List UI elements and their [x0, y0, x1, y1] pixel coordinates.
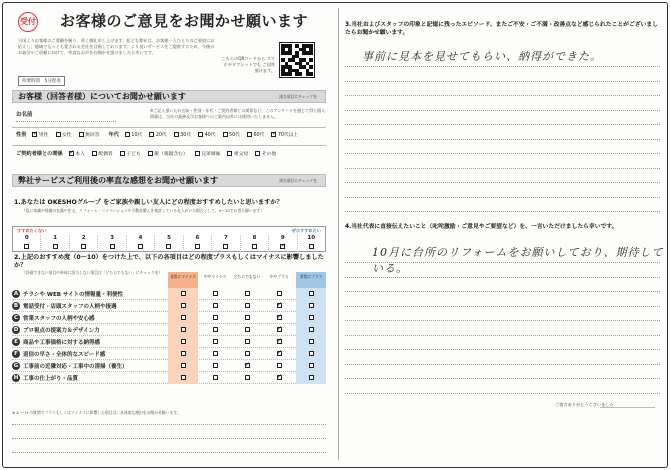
received-stamp: 受付 — [18, 12, 38, 32]
option-label: 親（義親含む） — [154, 152, 188, 157]
page-divider — [338, 8, 339, 460]
rating-cell — [200, 288, 230, 300]
rating-row-label — [12, 374, 78, 382]
scale-value: 6 — [195, 235, 200, 241]
rating-cell — [200, 372, 230, 384]
checkbox[interactable] — [309, 244, 314, 249]
checkbox[interactable] — [120, 151, 125, 156]
checkbox[interactable] — [309, 363, 314, 368]
scale-value: 5 — [167, 235, 171, 241]
section2-title: 弊社サービスご利用後の率直な感想をお聞かせ願います — [18, 176, 218, 185]
rating-column-header: どちらでもない — [233, 274, 261, 279]
privacy-note: ※ご記入頂いたお名前・性別・年代・ご契約者様との関係など、このアンケートを通じて得た個人情報は、当社の業務及びお客様へのご案内以外には使用いたしません。 — [150, 108, 326, 119]
rating-cell — [232, 336, 262, 348]
checkbox[interactable] — [277, 375, 282, 380]
rating-row-label — [12, 338, 100, 346]
gender-options — [32, 131, 106, 138]
option-label: 20代 — [155, 133, 167, 138]
gender-option[interactable] — [32, 131, 48, 138]
rating-cell — [200, 324, 230, 336]
row-text: 営業スタッフの人柄や安心感 — [23, 316, 95, 322]
question-4: 4.当社代表に直接伝えたいこと（叱咤激励・ご意見やご要望など）を、一言いただけましたら幸いです。 — [345, 224, 618, 230]
checkbox[interactable] — [277, 303, 282, 308]
rating-cell — [296, 336, 326, 348]
checkbox[interactable] — [245, 339, 250, 344]
relation-options — [69, 150, 284, 157]
checkbox[interactable] — [309, 339, 314, 344]
checkbox[interactable] — [166, 244, 171, 249]
relation-label: ご契約者様との関係 — [16, 151, 63, 157]
row-badge: B — [13, 303, 19, 309]
scale-option[interactable] — [69, 235, 97, 252]
scale-option[interactable] — [183, 235, 211, 252]
thanks-text: ご協力ありがとうございました — [555, 402, 614, 407]
row-text: プロ視点の提案力＆デザイン力 — [23, 328, 100, 334]
option-label: 男性 — [38, 133, 49, 138]
option-label: 70代以上 — [277, 133, 299, 138]
scale-option[interactable] — [40, 235, 68, 252]
age-option[interactable] — [174, 131, 191, 138]
answer-line[interactable] — [345, 320, 660, 321]
scale-value: 0 — [24, 235, 29, 241]
checkbox[interactable] — [227, 151, 232, 156]
rating-cell — [264, 336, 294, 348]
checkbox[interactable] — [245, 351, 250, 356]
age-option[interactable] — [271, 131, 298, 138]
checkbox[interactable] — [245, 363, 250, 368]
checkbox[interactable] — [92, 151, 97, 156]
scale-value: 9 — [280, 235, 285, 241]
rating-cell — [200, 336, 230, 348]
answer-line[interactable] — [345, 277, 660, 278]
rating-cell — [296, 288, 326, 300]
option-label: 無回答 — [85, 133, 100, 138]
checkbox[interactable] — [213, 351, 218, 356]
rating-column-header: ややプラス — [269, 274, 289, 279]
rating-cell — [296, 360, 326, 372]
rating-cell — [232, 300, 262, 312]
rating-cell — [264, 288, 294, 300]
checkbox[interactable] — [138, 244, 143, 249]
relation-option[interactable] — [69, 150, 85, 157]
checkbox[interactable] — [79, 132, 84, 137]
section1-title: お客様（回答者様）についてお聞かせ願います — [18, 92, 186, 101]
checkbox[interactable] — [277, 363, 282, 368]
option-label: 女性 — [62, 133, 72, 138]
option-label: 配偶者 — [98, 152, 113, 157]
answer-line[interactable] — [345, 306, 660, 307]
scale-option[interactable] — [211, 235, 239, 252]
checkbox[interactable] — [174, 132, 179, 137]
reason-line[interactable] — [12, 424, 326, 425]
checkbox[interactable] — [245, 327, 250, 332]
rating-column-header: 非常にプラス — [296, 272, 326, 288]
age-option[interactable] — [247, 131, 264, 138]
rating-cell — [264, 348, 294, 360]
question-1: 1.あなたは OKESHOグループ をご家族や親しい友人にどの程度おすすめしたいと思いますか？ — [14, 199, 283, 206]
checkbox[interactable] — [181, 327, 186, 332]
rating-cell — [296, 300, 326, 312]
age-options — [125, 131, 305, 138]
rating-cell — [200, 312, 230, 324]
scale-value: 8 — [252, 235, 257, 241]
rating-row-label — [12, 302, 117, 310]
row-text: チラシや WEB サイトの情報量・利便性 — [23, 292, 123, 298]
checkbox[interactable] — [309, 351, 314, 356]
checkbox[interactable] — [213, 363, 218, 368]
checkbox[interactable] — [69, 151, 74, 156]
row-text: 工事前の近隣対応・工事中の清掃（養生） — [23, 364, 128, 370]
recommend-scale — [12, 226, 326, 252]
answer-line[interactable] — [345, 139, 660, 140]
rating-cell — [168, 336, 198, 348]
checkbox[interactable] — [125, 132, 130, 137]
question-3: 3.当社およびスタッフの印象と記憶に残ったエピソード、またご不安・ご不満・改善点など感じられたことがございましたらお聞かせ願います。 — [345, 22, 658, 36]
checkbox[interactable] — [195, 151, 200, 156]
answer-line[interactable] — [345, 182, 660, 183]
duration-label: 所要時間 5分程度 — [18, 76, 65, 86]
age-option[interactable] — [149, 131, 166, 138]
answer-line[interactable] — [345, 349, 660, 350]
rating-row — [12, 324, 326, 336]
checkbox[interactable] — [181, 315, 186, 320]
checkbox[interactable] — [245, 291, 250, 296]
scale-option[interactable] — [126, 235, 154, 252]
checkbox[interactable] — [245, 375, 250, 380]
checkbox[interactable] — [53, 244, 58, 249]
rating-row-label — [12, 362, 128, 370]
checkbox[interactable] — [223, 244, 228, 249]
answer-line[interactable] — [345, 211, 660, 212]
age-label: 年代 — [108, 132, 119, 138]
rating-row-label — [12, 290, 123, 298]
checkbox[interactable] — [213, 327, 218, 332]
rating-cell — [264, 360, 294, 372]
relation-option[interactable] — [227, 150, 248, 157]
row-badge: F — [12, 350, 20, 358]
checkbox[interactable] — [277, 315, 282, 320]
rating-cell — [168, 324, 198, 336]
relation-option[interactable] — [195, 150, 221, 157]
option-label: 40代 — [204, 133, 216, 138]
checkbox[interactable] — [213, 315, 218, 320]
checkbox[interactable] — [309, 291, 314, 296]
scale-value: 7 — [223, 235, 228, 241]
answer-line[interactable] — [345, 364, 660, 365]
row-badge: A — [13, 291, 19, 297]
checkbox[interactable] — [223, 132, 228, 137]
option-label: 兄弟姉妹 — [201, 152, 221, 157]
checkbox[interactable] — [24, 244, 29, 249]
checkbox[interactable] — [309, 327, 314, 332]
checkbox[interactable] — [252, 244, 257, 249]
checkbox[interactable] — [277, 351, 282, 356]
section1-note: 該当項目にチェックを — [279, 94, 317, 99]
rating-column-header: 非常にマイナス — [168, 272, 198, 288]
scale-right-label: ぜひすすめたい — [291, 228, 321, 233]
relation-row — [16, 150, 283, 157]
relation-option[interactable] — [92, 150, 113, 157]
rating-cell — [168, 288, 198, 300]
rating-row-label — [12, 326, 100, 334]
row-text: 返信の早さ・全体的なスピード感 — [23, 352, 106, 358]
checkbox[interactable] — [245, 303, 250, 308]
checkbox[interactable] — [255, 151, 260, 156]
age-option[interactable] — [125, 131, 142, 138]
scale-options — [13, 235, 325, 252]
checkbox[interactable] — [32, 132, 37, 137]
scale-option[interactable] — [13, 235, 40, 252]
gender-option[interactable] — [79, 131, 100, 138]
age-option[interactable] — [223, 131, 240, 138]
name-label: お名前 — [16, 112, 33, 118]
checkbox[interactable] — [309, 375, 314, 380]
answer-line[interactable] — [345, 168, 660, 169]
checkbox[interactable] — [280, 244, 285, 249]
row-badge: G — [13, 363, 19, 369]
answer-line[interactable] — [345, 110, 660, 111]
answer-3-text: 事前に見本を見せてもらい、納得ができた。 — [362, 50, 602, 63]
relation-option[interactable] — [120, 150, 141, 157]
checkbox[interactable] — [148, 151, 153, 156]
row-text: 電話受付・店頭スタッフの人柄や接遇 — [23, 304, 117, 310]
checkbox[interactable] — [110, 244, 115, 249]
gender-row — [16, 131, 305, 138]
checkbox[interactable] — [181, 351, 186, 356]
gender-label: 性別 — [16, 132, 27, 138]
divider-line — [12, 127, 326, 128]
question-1-sub: （仮に知識や経験の在籍や住宅、リフォーム・リノベーションや不動産購入を検討している友人がいた場合として、0～10でお答え願います） — [22, 208, 264, 213]
rating-cell — [232, 288, 262, 300]
scale-option[interactable] — [97, 235, 125, 252]
intro-text: 日頃よりお客様のご愛顧を賜り、厚く御礼申し上げます。私ども弊社は、お客様一人ひとりのご要望にお応えし、地域でもっとも愛される会社を目指しております。より良いサービスをご提供するため、今後のお取引やご依頼に向けて、率直なお声をお聞かせ頂けましたら幸いです。 — [18, 38, 215, 56]
rating-cell — [232, 324, 262, 336]
checkbox[interactable] — [81, 244, 86, 249]
checkbox[interactable] — [245, 315, 250, 320]
rating-footnote: ※ A ～ H の質問でプラスもしくはマイナスに影響した項目は、具体的な理由をお聞かせ願います。 — [12, 410, 181, 415]
checkbox[interactable] — [198, 132, 203, 137]
age-option[interactable] — [198, 131, 215, 138]
rating-cell — [296, 324, 326, 336]
rating-row — [12, 336, 326, 348]
row-text: 商品や工事価格に対する納得感 — [23, 340, 101, 346]
scale-value: 4 — [138, 235, 143, 241]
rating-row — [12, 372, 326, 384]
rating-cell — [296, 348, 326, 360]
qr-instruction: こちらのQRコードから スマホやタブレットでも ご回答頂けます。 — [221, 56, 275, 73]
checkbox[interactable] — [213, 303, 218, 308]
rating-cell — [200, 348, 230, 360]
checkbox[interactable] — [247, 132, 252, 137]
rating-cell — [232, 360, 262, 372]
rating-cell — [200, 300, 230, 312]
answer-line[interactable] — [345, 66, 660, 67]
question-2-sub: （評価できない項目や単純に該当しない項目は「どちらでもない」にチェックを） — [22, 270, 163, 275]
checkbox[interactable] — [213, 375, 218, 380]
checkbox[interactable] — [181, 339, 186, 344]
rating-table — [12, 272, 326, 384]
row-text: 工事の仕上がり・品質 — [23, 376, 79, 382]
scale-value: 3 — [110, 235, 114, 241]
rating-cell — [232, 348, 262, 360]
reason-line[interactable] — [12, 438, 326, 439]
rating-cell — [168, 300, 198, 312]
rating-cell — [168, 360, 198, 372]
option-label: 60代 — [253, 133, 265, 138]
checkbox[interactable] — [181, 375, 186, 380]
rating-cell — [264, 312, 294, 324]
rating-row — [12, 300, 326, 312]
rating-cell — [264, 324, 294, 336]
rating-cell — [296, 372, 326, 384]
sign-line — [600, 407, 655, 408]
answer-line[interactable] — [345, 95, 660, 96]
checkbox[interactable] — [181, 291, 186, 296]
rating-cell — [168, 312, 198, 324]
rating-row — [12, 312, 326, 324]
option-label: 祖父母 — [233, 152, 249, 157]
checkbox[interactable] — [309, 303, 314, 308]
option-label: 30代 — [180, 133, 192, 138]
option-label: 10代 — [131, 133, 143, 138]
question-2: 2.上記のおすすめ度（0～10）をつけた上で、以下の各項目はどの程度プラスもしくはマイナスに影響しましたか？ — [14, 254, 324, 269]
scale-option[interactable] — [154, 235, 182, 252]
section2-header — [12, 174, 326, 187]
row-badge: E — [12, 338, 20, 346]
rating-row — [12, 348, 326, 360]
page-title: お客様のご意見をお聞かせ願います — [60, 12, 309, 30]
rating-column-header: ややマイナス — [203, 274, 227, 279]
row-badge: D — [13, 327, 19, 333]
rating-rows — [12, 288, 326, 384]
row-badge: H — [13, 375, 19, 381]
answer-4-text: 10月に台所のリフォームをお願いしており、期待している。 — [372, 246, 664, 275]
checkbox[interactable] — [213, 291, 218, 296]
checkbox[interactable] — [213, 339, 218, 344]
checkbox[interactable] — [181, 303, 186, 308]
row-badge: C — [13, 315, 19, 321]
relation-option[interactable] — [255, 150, 276, 157]
name-field[interactable] — [16, 121, 116, 122]
rating-cell — [200, 360, 230, 372]
checkbox[interactable] — [277, 291, 282, 296]
option-label: その他 — [261, 152, 277, 157]
rating-cell — [232, 372, 262, 384]
option-label: 子ども — [126, 152, 141, 157]
scale-value: 1 — [53, 235, 58, 241]
option-label: 50代 — [229, 133, 240, 138]
answer-line[interactable] — [345, 197, 660, 198]
answer-line[interactable] — [345, 335, 660, 336]
rating-cell — [168, 372, 198, 384]
rating-row — [12, 288, 326, 300]
relation-option[interactable] — [148, 150, 188, 157]
checkbox[interactable] — [271, 132, 276, 137]
scale-left-label: すすめたくない — [17, 228, 47, 233]
checkbox[interactable] — [149, 132, 154, 137]
checkbox[interactable] — [277, 339, 282, 344]
checkbox[interactable] — [181, 363, 186, 368]
answer-line[interactable] — [345, 291, 660, 292]
gender-option[interactable] — [56, 131, 72, 138]
rating-row — [12, 360, 326, 372]
rating-cell — [232, 312, 262, 324]
rating-row-label — [12, 314, 95, 322]
checkbox[interactable] — [277, 327, 282, 332]
checkbox[interactable] — [195, 244, 200, 249]
answer-line[interactable] — [345, 378, 660, 379]
section1-header — [12, 90, 326, 103]
rating-cell — [168, 348, 198, 360]
answer-line[interactable] — [345, 81, 660, 82]
checkbox[interactable] — [56, 132, 61, 137]
answer-line[interactable] — [345, 393, 660, 394]
rating-row-label — [12, 350, 105, 358]
scale-option[interactable] — [268, 235, 296, 252]
scale-option[interactable] — [240, 235, 268, 252]
rating-cell — [264, 300, 294, 312]
option-label: 本人 — [75, 152, 85, 157]
scale-option[interactable] — [297, 235, 325, 252]
reason-line[interactable] — [12, 452, 326, 453]
section2-note: 該当項目にチェックを — [279, 178, 317, 183]
checkbox[interactable] — [309, 315, 314, 320]
qr-code[interactable] — [279, 42, 315, 78]
rating-header — [12, 272, 326, 288]
rating-cell — [296, 312, 326, 324]
answer-line[interactable] — [345, 124, 660, 125]
scale-value: 2 — [81, 235, 86, 241]
rating-cell — [264, 372, 294, 384]
scale-value: 10 — [307, 235, 316, 241]
divider-line — [12, 145, 326, 146]
answer-line[interactable] — [345, 153, 660, 154]
